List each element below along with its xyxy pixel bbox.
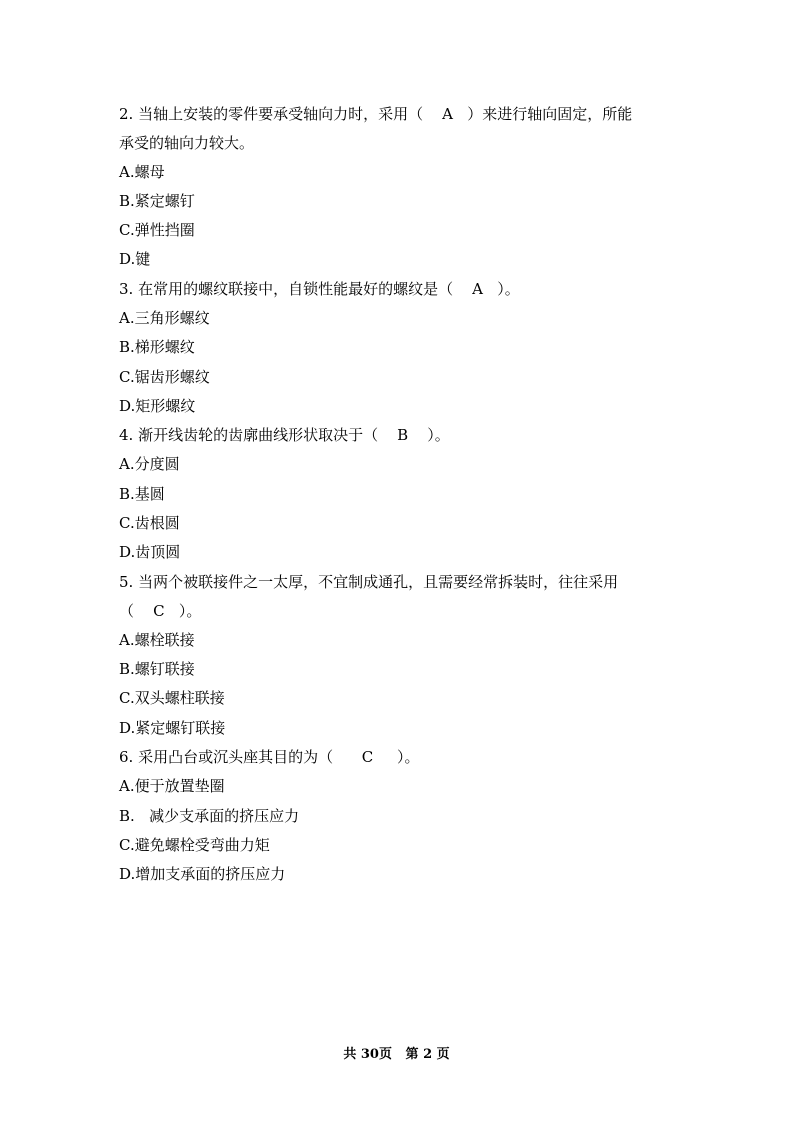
question-5-stem-line1: 5. 当两个被联接件之一太厚，不宜制成通孔，且需要经常拆装时，往往采用 xyxy=(119,573,619,591)
question-3-option-d: D.矩形螺纹 xyxy=(119,397,196,415)
question-2-option-a: A.螺母 xyxy=(119,163,165,181)
question-4-option-c: C.齿根圆 xyxy=(119,514,180,532)
question-2-option-c: C.弹性挡圈 xyxy=(119,221,195,239)
question-6-option-b: B. 减少支承面的挤压应力 xyxy=(119,807,300,825)
question-2-option-b: B.紧定螺钉 xyxy=(119,192,195,210)
question-4-option-d: D.齿顶圆 xyxy=(119,543,181,561)
question-5-stem-line2: （ C ）。 xyxy=(119,602,202,620)
question-5-option-a: A.螺栓联接 xyxy=(119,631,195,649)
question-3-option-b: B.梯形螺纹 xyxy=(119,338,195,356)
question-3-option-a: A.三角形螺纹 xyxy=(119,309,210,327)
question-6-option-c: C.避免螺栓受弯曲力矩 xyxy=(119,836,270,854)
question-2-option-d: D.键 xyxy=(119,250,151,268)
question-6-stem-line1: 6. 采用凸台或沉头座其目的为（ C ）。 xyxy=(119,748,420,766)
question-4-option-a: A.分度圆 xyxy=(119,455,180,473)
question-2-stem-line2: 承受的轴向力较大。 xyxy=(119,134,255,152)
question-6-option-a: A.便于放置垫圈 xyxy=(119,777,225,795)
question-5-option-c: C.双头螺柱联接 xyxy=(119,689,225,707)
question-2-stem-line1: 2. 当轴上安装的零件要承受轴向力时，采用（ A ）来进行轴向固定，所能 xyxy=(119,105,633,123)
question-6-option-d: D.增加支承面的挤压应力 xyxy=(119,865,286,883)
question-5-option-d: D.紧定螺钉联接 xyxy=(119,719,226,737)
question-4-option-b: B.基圆 xyxy=(119,485,165,503)
question-5-option-b: B.螺钉联接 xyxy=(119,660,195,678)
question-3-option-c: C.锯齿形螺纹 xyxy=(119,368,210,386)
question-4-stem-line1: 4. 渐开线齿轮的齿廓曲线形状取决于（ B ）。 xyxy=(119,426,450,444)
question-3-stem-line1: 3. 在常用的螺纹联接中，自锁性能最好的螺纹是（ A ）。 xyxy=(119,280,520,298)
page-footer: 共 30页 第 2 页 xyxy=(343,1047,450,1062)
